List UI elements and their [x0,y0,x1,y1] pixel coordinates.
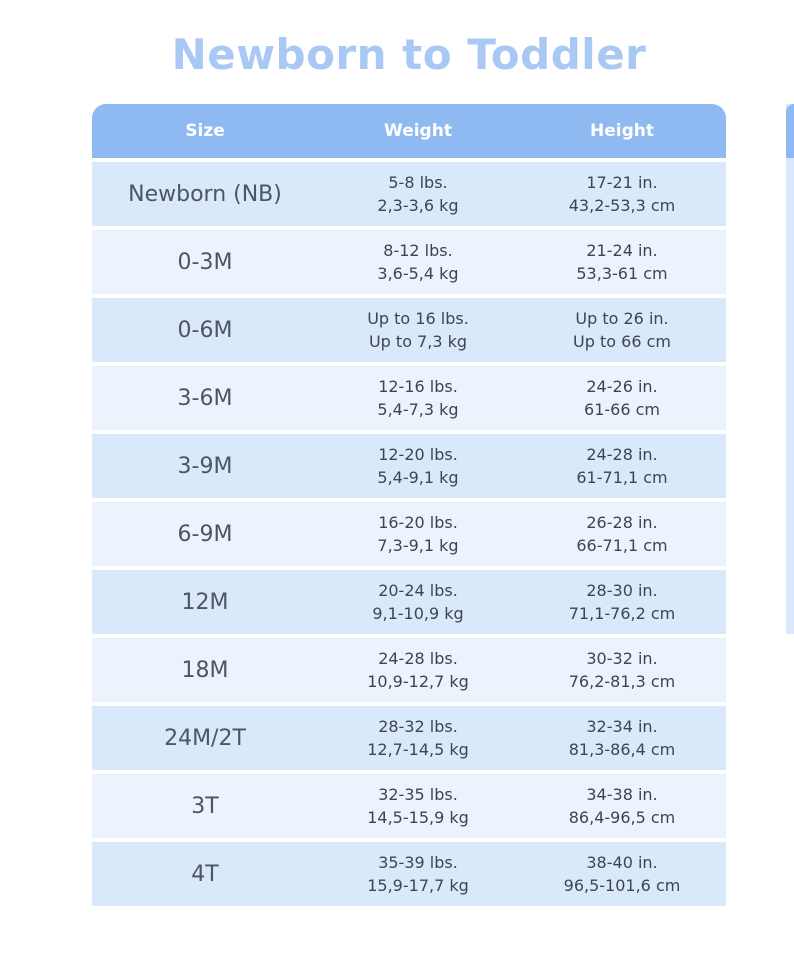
height-cell [518,579,726,625]
size-cell: 18M [181,657,229,683]
weight-kg: 14,5-15,9 kg [367,808,469,827]
height-cm: Up to 66 cm [573,332,671,351]
height-cell [518,647,726,693]
weight-lbs: 20-24 lbs. [378,581,458,600]
weight-lbs: 5-8 lbs. [388,173,448,192]
height-cm: 61-66 cm [584,400,660,419]
height-cm: 66-71,1 cm [576,536,668,555]
size-cell: 12M [181,589,229,615]
height-in: 34-38 in. [586,785,658,804]
table-row [92,434,726,498]
weight-kg: 9,1-10,9 kg [372,604,464,623]
weight-lbs: 8-12 lbs. [383,241,453,260]
height-cell [518,171,726,217]
height-cm: 43,2-53,3 cm [568,196,676,215]
table-row [92,706,726,770]
weight-lbs: 12-16 lbs. [378,377,458,396]
height-cell [518,443,726,489]
size-cell: 0-6M [177,317,233,343]
weight-kg: 7,3-9,1 kg [377,536,459,555]
weight-kg: Up to 7,3 kg [368,332,468,351]
header-height: Height [590,121,654,141]
height-cell [518,239,726,285]
size-cell: 3T [191,793,219,819]
weight-cell [318,851,518,897]
height-cell [518,783,726,829]
table-row [92,366,726,430]
weight-kg: 10,9-12,7 kg [367,672,469,691]
height-cell [518,307,726,353]
height-cm: 86,4-96,5 cm [568,808,676,827]
page-title: Newborn to Toddler [171,30,647,79]
weight-kg: 2,3-3,6 kg [377,196,459,215]
weight-lbs: 32-35 lbs. [378,785,458,804]
height-cm: 61-71,1 cm [576,468,668,487]
height-in: 26-28 in. [586,513,658,532]
height-in: 30-32 in. [586,649,658,668]
height-cm: 76,2-81,3 cm [568,672,676,691]
table-row [92,842,726,906]
size-chart-table [92,104,726,906]
header-weight: Weight [384,121,452,141]
table-row [92,638,726,702]
height-cm: 53,3-61 cm [576,264,668,283]
weight-kg: 5,4-7,3 kg [377,400,459,419]
height-in: 24-26 in. [586,377,658,396]
weight-cell [318,171,518,217]
size-cell: 0-3M [177,249,233,275]
weight-kg: 12,7-14,5 kg [367,740,469,759]
height-in: 38-40 in. [586,853,658,872]
weight-cell [318,375,518,421]
height-in: 32-34 in. [586,717,658,736]
table-row [92,774,726,838]
height-in: 21-24 in. [586,241,658,260]
weight-lbs: 28-32 lbs. [378,717,458,736]
table-row [92,502,726,566]
weight-cell [318,239,518,285]
table-body [92,162,726,906]
weight-cell [318,783,518,829]
height-cm: 81,3-86,4 cm [568,740,676,759]
adjacent-table-edge [786,104,794,634]
table-header [92,104,726,158]
weight-cell [318,443,518,489]
table-row [92,570,726,634]
table-row [92,162,726,226]
weight-lbs: 12-20 lbs. [378,445,458,464]
size-cell: 4T [191,861,219,887]
weight-cell [318,647,518,693]
weight-kg: 5,4-9,1 kg [377,468,459,487]
height-cm: 71,1-76,2 cm [568,604,676,623]
height-cell [518,851,726,897]
height-cell [518,715,726,761]
height-in: 17-21 in. [586,173,658,192]
table-row [92,230,726,294]
weight-kg: 15,9-17,7 kg [367,876,469,895]
weight-cell [318,579,518,625]
size-cell: 24M/2T [164,725,246,751]
height-cell [518,511,726,557]
size-cell: 3-9M [177,453,233,479]
weight-cell [318,511,518,557]
height-in: 28-30 in. [586,581,658,600]
size-cell: 3-6M [177,385,233,411]
weight-cell [318,715,518,761]
adjacent-table-header-edge [786,104,794,158]
weight-lbs: 35-39 lbs. [378,853,458,872]
size-cell: 6-9M [177,521,233,547]
height-cell [518,375,726,421]
weight-lbs: 16-20 lbs. [378,513,458,532]
height-in: Up to 26 in. [575,309,669,328]
size-cell: Newborn (NB) [128,181,282,207]
height-cm: 96,5-101,6 cm [563,876,681,895]
table-row [92,298,726,362]
weight-cell [318,307,518,353]
header-size: Size [185,121,225,141]
weight-kg: 3,6-5,4 kg [377,264,459,283]
height-in: 24-28 in. [586,445,658,464]
weight-lbs: Up to 16 lbs. [367,309,469,328]
weight-lbs: 24-28 lbs. [378,649,458,668]
